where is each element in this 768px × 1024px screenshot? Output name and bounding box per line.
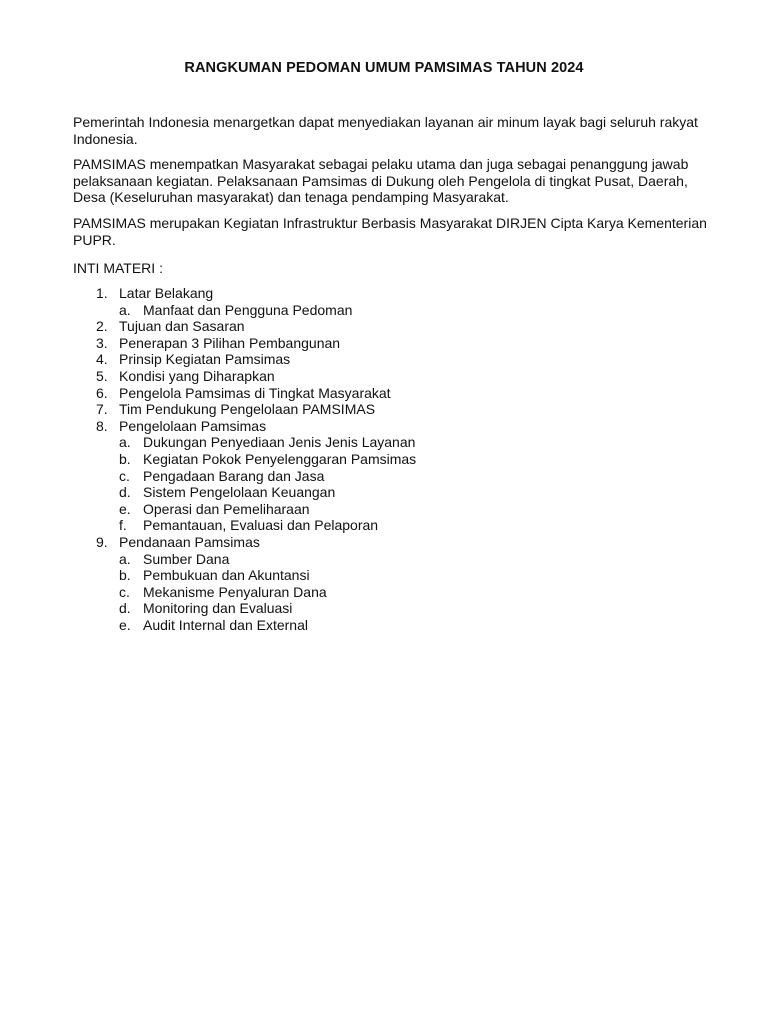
paragraph-role: PAMSIMAS menempatkan Masyarakat sebagai pelaku utama dan juga sebagai penanggung jawab pelaksanaan kegiatan. Pelaksanaan Pamsimas di Dukung oleh Pengelola di tingkat Pusat, Daerah, Desa (Keseluruhan masyarakat) dan tenaga pendamping Masyarakat. — [73, 156, 689, 206]
outline-item-number: 2. — [96, 318, 108, 335]
outline-subitem-label: Kegiatan Pokok Penyelenggaran Pamsimas — [143, 450, 417, 467]
outline-subitem-label: Pembukuan dan Akuntansi — [143, 567, 310, 584]
outline-item-number: 1. — [96, 285, 108, 301]
outline-subitem-label: Pengadaan Barang dan Jasa — [143, 467, 325, 484]
outline-item-number: 6. — [96, 384, 108, 401]
outline-subitem-letter: a. — [119, 301, 131, 318]
outline-subitem-letter: b. — [119, 567, 131, 584]
outline-subitem-letter: a. — [119, 550, 131, 567]
outline-subitem-letter: c. — [119, 583, 130, 600]
outline-subitem-letter: c. — [119, 467, 130, 484]
outline-item-label: Pendanaan Pamsimas — [119, 533, 260, 550]
outline-item-number: 4. — [96, 351, 108, 368]
outline-subitem — [0, 551, 768, 568]
outline-subitem — [0, 567, 768, 584]
outline-subitem — [0, 468, 768, 485]
outline-item — [0, 385, 768, 402]
outline-item-number: 5. — [96, 367, 108, 384]
outline-subitem — [0, 501, 768, 518]
outline-subitem-letter: d. — [119, 484, 131, 501]
outline-item-label: Pengelola Pamsimas di Tingkat Masyarakat — [119, 384, 391, 401]
outline-subitem-letter: d. — [119, 600, 131, 617]
outline-subitem — [0, 451, 768, 468]
outline-item — [0, 318, 768, 335]
outline-subitem-letter: f. — [119, 517, 127, 534]
outline-item — [0, 418, 768, 435]
outline-subitem-label: Audit Internal dan External — [143, 616, 308, 633]
outline-subitem-letter: a. — [119, 434, 131, 451]
outline-subitem-label: Sumber Dana — [143, 550, 230, 567]
outline-item-label: Kondisi yang Diharapkan — [119, 367, 275, 384]
outline-subitem — [0, 617, 768, 634]
outline-item — [0, 534, 768, 551]
outline-subitem — [0, 484, 768, 501]
outline-item-label: Tim Pendukung Pengelolaan PAMSIMAS — [119, 401, 376, 418]
outline-item-number: 9. — [96, 533, 108, 550]
paragraph-intro: Pemerintah Indonesia menargetkan dapat menyediakan layanan air minum layak bagi seluruh rakyat Indonesia. — [73, 114, 698, 147]
outline-subitem — [0, 600, 768, 617]
outline-item-number: 7. — [96, 401, 108, 418]
outline-item — [0, 351, 768, 368]
outline-subitem-label: Manfaat dan Pengguna Pedoman — [143, 301, 353, 318]
outline-item — [0, 368, 768, 385]
outline-item-number: 3. — [96, 334, 108, 351]
outline-item-label: Pengelolaan Pamsimas — [119, 417, 267, 434]
outline-subitem — [0, 302, 768, 319]
outline-item-number: 8. — [96, 417, 108, 434]
outline-subitem-label: Mekanisme Penyaluran Dana — [143, 583, 327, 600]
outline-subitem-label: Dukungan Penyediaan Jenis Jenis Layanan — [143, 434, 416, 451]
outline-subitem-letter: e. — [119, 616, 131, 633]
outline-item — [0, 335, 768, 352]
outline-item — [0, 401, 768, 418]
section-heading-inti-materi: INTI MATERI : — [73, 260, 163, 276]
outline-item-label: Prinsip Kegiatan Pamsimas — [119, 351, 291, 368]
outline-subitem-label: Operasi dan Pemeliharaan — [143, 500, 310, 517]
paragraph-program: PAMSIMAS merupakan Kegiatan Infrastruktur Berbasis Masyarakat DIRJEN Cipta Karya Kementerian PUPR. — [73, 215, 707, 248]
outline-item — [0, 285, 768, 302]
outline-item-label: Latar Belakang — [119, 285, 214, 301]
outline-item-label: Penerapan 3 Pilihan Pembangunan — [119, 334, 341, 351]
outline-list — [0, 285, 768, 633]
outline-subitem-letter: e. — [119, 500, 131, 517]
outline-subitem — [0, 517, 768, 534]
outline-subitem-label: Monitoring dan Evaluasi — [143, 600, 293, 617]
outline-item-label: Tujuan dan Sasaran — [119, 318, 245, 335]
outline-subitem — [0, 434, 768, 451]
outline-subitem-label: Pemantauan, Evaluasi dan Pelaporan — [143, 517, 379, 534]
outline-subitem-letter: b. — [119, 450, 131, 467]
outline-subitem — [0, 584, 768, 601]
outline-subitem-label: Sistem Pengelolaan Keuangan — [143, 484, 336, 501]
document-title: RANGKUMAN PEDOMAN UMUM PAMSIMAS TAHUN 2024 — [184, 60, 584, 76]
